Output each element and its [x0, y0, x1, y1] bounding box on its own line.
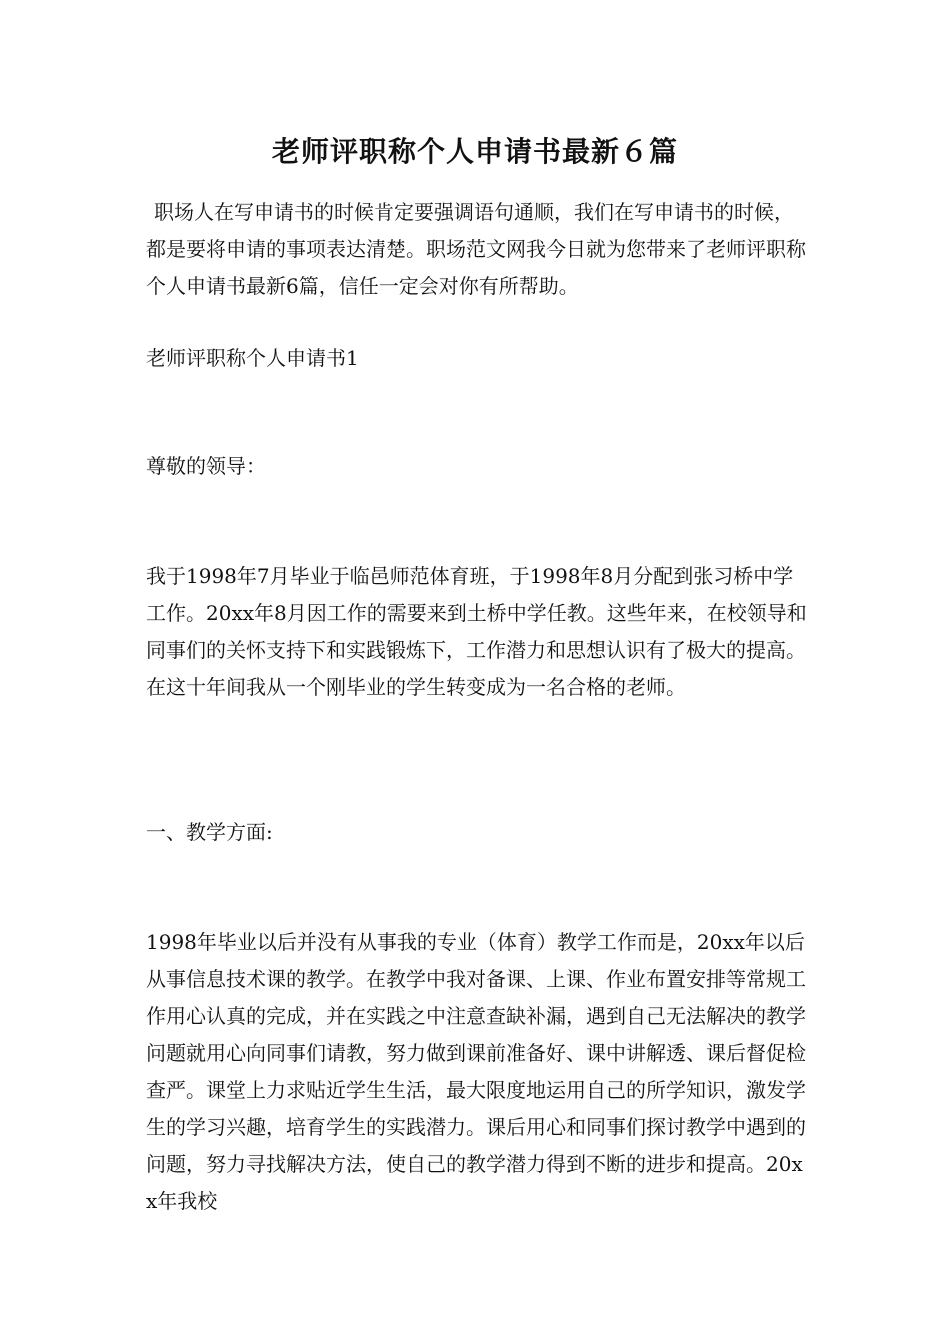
body-paragraph-2: 1998年毕业以后并没有从事我的专业（体育）教学工作而是，20xx年以后从事信息技术课的教学。在教学中我对备课、上课、作业布置安排等常规工作用心认真的完成，并在实践之中注意查缺补漏，遇到自己无法解决的教学问题就用心向同事们请教，努力做到课前准备好、课中讲解透、课后督促检查严。课堂上力求贴近学生生活，最大限度地运用自己的所学知识，激发学生的学习兴趣，培育学生的实践潜力。课后用心和同事们探讨教学中遇到的问题，努力寻找解决方法，使自己的教学潜力得到不断的进步和提高。20xx年我校: [146, 930, 806, 1213]
teaching-heading: 一、教学方面:: [146, 820, 273, 844]
body-paragraph-1: 我于1998年7月毕业于临邑师范体育班，于1998年8月分配到张习桥中学工作。20xx年8月因工作的需要来到土桥中学任教。这些年来，在校领导和同事们的关怀支持下和实践锻炼下，工作潜力和思想认识有了极大的提高。在这十年间我从一个刚毕业的学生转变成为一名合格的老师。: [146, 564, 807, 699]
intro-paragraph: 职场人在写申请书的时候肯定要强调语句通顺，我们在写申请书的时候，都是要将申请的事项表达清楚。职场范文网我今日就为您带来了老师评职称个人申请书最新6篇，信任一定会对你有所帮助。: [146, 200, 806, 298]
greeting: 尊敬的领导：: [146, 454, 266, 478]
section-title: 老师评职称个人申请书1: [146, 346, 359, 370]
document-title: 老师评职称个人申请书最新６篇: [271, 135, 678, 168]
